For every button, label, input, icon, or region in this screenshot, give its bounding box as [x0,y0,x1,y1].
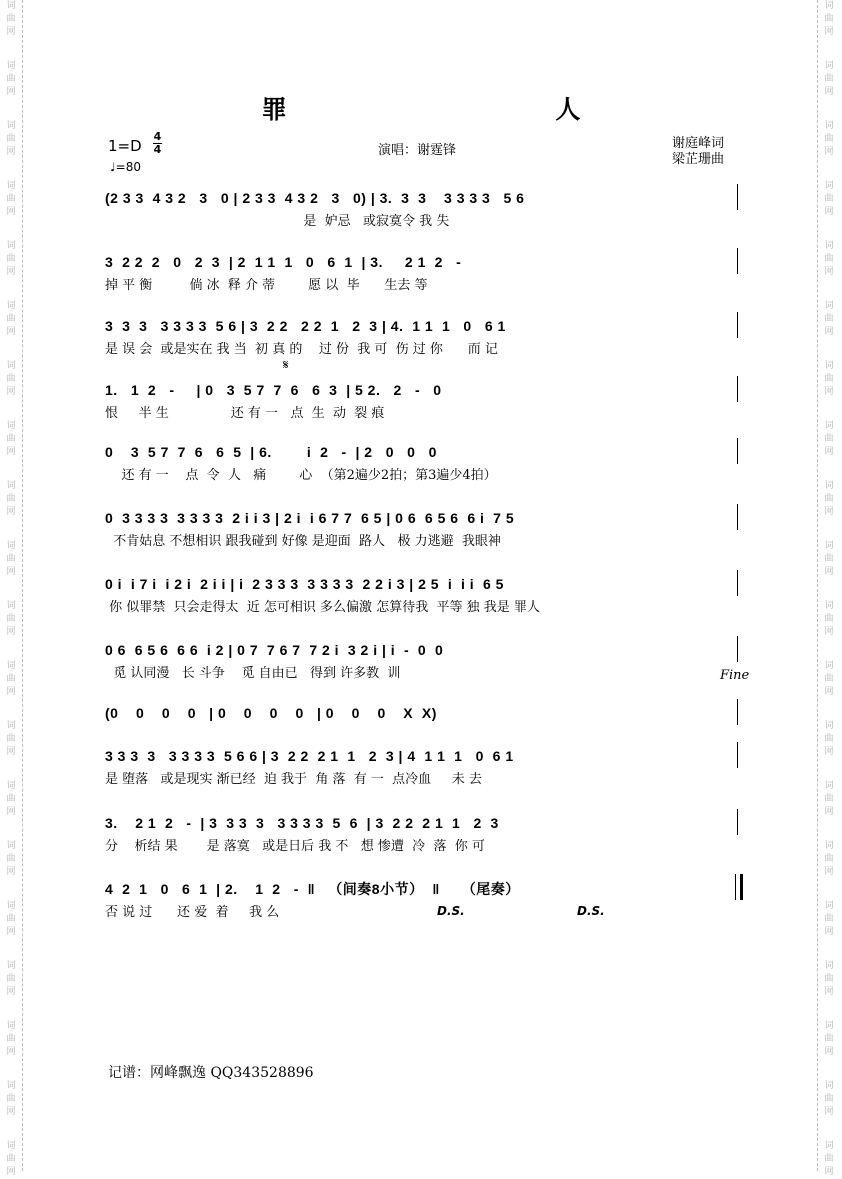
watermark-text: 词 曲 网 [824,61,834,97]
notation-line: 3 2 2 2 0 2 3 | 2 1 1 1 0 6 1 | 3. 2 1 2 - [105,254,462,270]
score-row [105,188,740,231]
song-title: 罪 人 [261,95,711,124]
score-row [105,442,740,485]
lyrics-line: 是 误 会 或是实在 我 当 初 真 的 过 份 我 可 伤 过 你 而 记 [105,342,498,357]
transcriber-footer: 记谱：网峰飘逸 QQ343528896 [108,1065,314,1081]
end-barline [737,809,738,835]
left-watermark-strip [0,0,23,1177]
watermark-text: 词 曲 网 [824,301,834,337]
watermark-text: 词 曲 网 [6,961,16,997]
end-barline [737,248,738,274]
watermark-text: 词 曲 网 [824,1021,834,1057]
notation-line: 0 6 6 5 6 6 6 i 2 | 0 7 7 6 7 7 2 i 3 2 i | i - 0 0 [105,642,444,658]
watermark-text: 词 曲 网 [824,541,834,577]
lyrics-line: 恨 半 生 还 有 一 点 生 动 裂 痕 [105,406,385,421]
watermark-text: 词 曲 网 [824,121,834,157]
watermark-text: 词 曲 网 [6,1021,16,1057]
watermark-text: 词 曲 网 [824,1081,834,1117]
watermark-text: 词 曲 网 [824,721,834,757]
score-row [105,574,740,617]
score-row [105,640,740,683]
credits [672,136,724,168]
watermark-text: 词 曲 网 [824,1,834,37]
watermark-text: 词 曲 网 [6,421,16,457]
watermark-text: 词 曲 网 [824,901,834,937]
end-barline [737,438,738,464]
end-barline [737,312,738,338]
singer-credit: 演唱：谢霆锋 [378,143,457,158]
score-row [105,316,740,359]
watermark-text: 词 曲 网 [6,1,16,37]
right-watermark-strip [817,0,842,1177]
ds-mark-2: D.S. [577,904,605,918]
notation-line: 0 3 3 3 3 3 3 3 3 2 i i 3 | 2 i i 6 7 7 6 5 | 0 6 6 5 6 6 i 7 5 [105,510,515,526]
score-row [105,508,740,551]
watermark-text: 词 曲 网 [6,181,16,217]
end-barline [737,184,738,210]
watermark-text: 词 曲 网 [6,241,16,277]
fine-mark: Fine [720,668,750,683]
lyrics-line: 掉 平 衡 倘 冰 释 介 蒂 愿 以 毕 生去 等 [105,278,428,293]
score-row [105,703,740,723]
watermark-text: 词 曲 网 [824,1141,834,1177]
watermark-text: 词 曲 网 [6,541,16,577]
notation-line: 3. 2 1 2 - | 3 3 3 3 3 3 3 3 5 6 | 3 2 2 2 1 1 2 3 [105,815,499,831]
notation-line: (2 3 3 4 3 2 3 0 | 2 3 3 4 3 2 3 0) | 3. 3 3 3 3 3 3 5 6 [105,190,525,206]
end-barline [737,699,738,725]
watermark-text: 词 曲 网 [824,661,834,697]
lyrics-line: 否 说 过 还 爱 着 我 么 [105,905,280,920]
end-barline [737,376,738,402]
watermark-text: 词 曲 网 [6,1141,16,1177]
score-row [105,746,740,789]
notation-line: 0 i i 7 i i 2 i 2 i i | i 2 3 3 3 3 3 3 3 2 2 i 3 | 2 5 i i i 6 5 [105,576,504,592]
watermark-text: 词 曲 网 [6,841,16,877]
lyrics-line: 是 妒忌 或寂寞令 我 失 [105,214,450,229]
watermark-text: 词 曲 网 [6,481,16,517]
lyrics-line: 不肯姑息 不想相识 跟我碰到 好像 是迎面 路人 极 力逃避 我眼神 [105,534,501,549]
watermark-text: 词 曲 网 [6,121,16,157]
watermark-text: 词 曲 网 [6,1081,16,1117]
time-bottom: 4 [153,143,162,156]
watermark-text: 词 曲 网 [824,601,834,637]
score-row [105,252,740,295]
composer-credit: 梁芷珊曲 [672,152,725,167]
score-row [105,380,740,423]
end-barline [737,570,738,596]
notation-line: 3 3 3 3 3 3 3 3 5 6 6 | 3 2 2 2 1 1 2 3 | 4 1 1 1 0 6 1 [105,748,514,764]
time-top: 4 [153,130,162,143]
end-barline [737,742,738,768]
end-barline [737,504,738,530]
watermark-text: 词 曲 网 [6,721,16,757]
watermark-text: 词 曲 网 [824,181,834,217]
watermark-text: 词 曲 网 [824,361,834,397]
key-signature: 1=D [108,137,142,155]
lyrics-line: 还 有 一 点 令 人 痛 心 （第2遍少2拍；第3遍少4拍） [105,468,497,483]
watermark-text: 词 曲 网 [6,601,16,637]
final-barline [735,874,743,900]
lyrics-line: 觅 认同漫 长 斗争 觅 自由已 得到 许多教 训 [105,666,401,681]
lyrics-line: 分 析结 果 是 落寞 或是日后 我 不 想 惨遭 冷 落 你 可 [105,839,485,854]
end-barline [737,636,738,662]
time-signature [153,131,162,156]
watermark-text: 词 曲 网 [824,241,834,277]
score-row [105,813,740,856]
segno-sign: 𝄋 [283,358,289,373]
watermark-text: 词 曲 网 [824,961,834,997]
ds-mark-1: D.S. [437,904,465,918]
watermark-text: 词 曲 网 [824,841,834,877]
watermark-text: 词 曲 网 [6,661,16,697]
watermark-text: 词 曲 网 [6,901,16,937]
watermark-text: 词 曲 网 [824,421,834,457]
tempo-mark: ♩=80 [110,160,141,174]
notation-line: 3 3 3 3 3 3 3 5 6 | 3 2 2 2 2 1 2 3 | 4. 1 1 1 0 6 1 [105,318,506,334]
lyrics-line: 是 堕落 或是现实 渐已经 迫 我于 角 落 有 一 点冷血 未 去 [105,772,482,787]
notation-line: 1. 1 2 - | 0 3 5 7 7 6 6 3 | 5 2. 2 - 0 [105,382,442,398]
lyrics-line: 你 似罪禁 只会走得太 近 怎可相识 多么偏激 怎算待我 平等 独 我是 罪人 [105,600,540,615]
watermark-text: 词 曲 网 [824,781,834,817]
watermark-text: 词 曲 网 [6,301,16,337]
notation-line: 4 2 1 0 6 1 | 2. 1 2 - ‖ （间奏8小节） ‖ （尾奏） [105,881,520,897]
watermark-text: 词 曲 网 [6,361,16,397]
watermark-text: 词 曲 网 [6,781,16,817]
notation-line: 0 3 5 7 7 6 6 5 | 6. i 2 - | 2 0 0 0 [105,444,437,460]
watermark-text: 词 曲 网 [824,481,834,517]
lyricist-credit: 谢庭峰词 [672,136,725,151]
watermark-text: 词 曲 网 [6,61,16,97]
score-row [105,879,740,922]
notation-line: (0 0 0 0 | 0 0 0 0 | 0 0 0 X X) [105,705,437,721]
